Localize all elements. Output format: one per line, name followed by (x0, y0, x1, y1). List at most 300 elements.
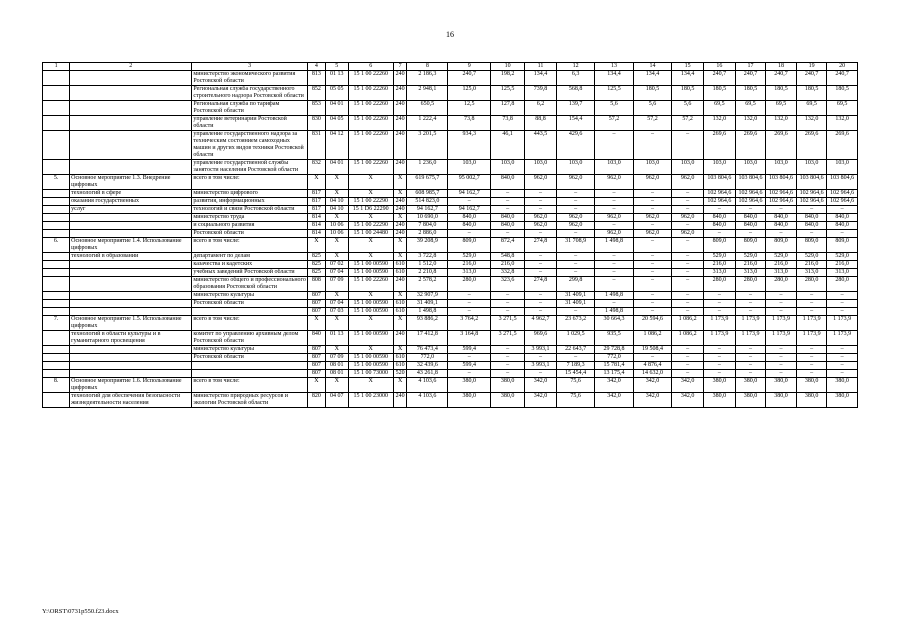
amount-cell: 94 162,7 (448, 190, 491, 198)
amount-cell: 962,0 (672, 230, 704, 238)
amount-cell: 1 222,4 (407, 116, 448, 131)
amount-cell: – (556, 230, 594, 238)
amount-cell: – (827, 230, 858, 238)
amount-cell: 31 409,1 (556, 300, 594, 308)
amount-cell: – (735, 308, 766, 316)
amount-cell: 840,0 (491, 222, 525, 230)
grbs-code: 813 (307, 71, 325, 86)
amount-cell: – (672, 362, 704, 370)
csr-code: 15 1 00 22260 (348, 86, 393, 101)
amount-cell: 380,0 (827, 378, 858, 393)
amount-cell: 380,0 (448, 378, 491, 393)
vr-code: 240 (393, 222, 407, 230)
amount-cell: 1 086,2 (672, 316, 704, 331)
amount-cell: 102 964,6 (827, 190, 858, 198)
amount-cell: 619 675,7 (407, 175, 448, 190)
executor-name: Ростовской области (192, 230, 307, 238)
amount-cell: 94 162,7 (407, 206, 448, 214)
amount-cell: 6,2 (525, 101, 557, 116)
csr-code: Х (348, 175, 393, 190)
header-row (43, 63, 858, 71)
amount-cell: – (703, 362, 735, 370)
amount-cell: – (491, 370, 525, 378)
row-number: 5. (43, 175, 70, 190)
amount-cell: 299,8 (556, 277, 594, 292)
amount-cell: 380,0 (735, 393, 766, 408)
amount-cell: 240,7 (796, 71, 827, 86)
amount-cell: – (448, 308, 491, 316)
rzpr-code: Х (325, 292, 348, 300)
budget-table (42, 62, 858, 408)
amount-cell: 15 781,4 (595, 362, 633, 370)
amount-cell: 132,0 (827, 116, 858, 131)
amount-cell: 962,0 (556, 222, 594, 230)
amount-cell: – (735, 362, 766, 370)
csr-code: 15 1 00 22260 (348, 116, 393, 131)
amount-cell: 342,0 (672, 378, 704, 393)
csr-code: 15 1 00 00590 (348, 354, 393, 362)
amount-cell: 103 804,6 (703, 175, 735, 190)
vr-code: 240 (393, 160, 407, 175)
activity-name: Основное мероприятие 1.5. Использование цифровых (70, 316, 192, 331)
rzpr-code: 04 10 (325, 198, 348, 206)
executor-name: управление ветеринарии Ростовской области (192, 116, 307, 131)
amount-cell: 514 823,0 (407, 198, 448, 206)
amount-cell: 3 764,2 (448, 316, 491, 331)
grbs-code: Х (307, 378, 325, 393)
table-row (43, 198, 858, 206)
executor-name: министерство культуры (192, 292, 307, 300)
csr-code: Х (348, 190, 393, 198)
amount-cell: 962,0 (672, 175, 704, 190)
amount-cell: – (703, 308, 735, 316)
amount-cell: – (448, 370, 491, 378)
column-header: 15 (672, 63, 704, 71)
row-number (43, 393, 70, 408)
amount-cell: – (766, 346, 797, 354)
amount-cell: 102 964,6 (766, 190, 797, 198)
table-row (43, 316, 858, 331)
amount-cell: – (735, 370, 766, 378)
grbs-code: Х (307, 238, 325, 253)
amount-cell: – (633, 261, 671, 269)
footer-path: Y:\ORST\0731p550.f23.docx (42, 608, 119, 615)
activity-name: Основное мероприятие 1.4. Использование цифровых (70, 238, 192, 253)
amount-cell: 6,3 (556, 71, 594, 86)
rzpr-code: Х (325, 346, 348, 354)
amount-cell: – (735, 300, 766, 308)
grbs-code: 840 (307, 331, 325, 346)
amount-cell: – (766, 370, 797, 378)
amount-cell: 4 103,6 (407, 378, 448, 393)
vr-code: Х (393, 292, 407, 300)
activity-name: Основное мероприятие 1.3. Внедрение цифровых (70, 175, 192, 190)
amount-cell: 103,0 (595, 160, 633, 175)
amount-cell: – (827, 370, 858, 378)
amount-cell: 840,0 (448, 214, 491, 222)
rzpr-code: 04 01 (325, 101, 348, 116)
activity-name: Основное мероприятие 1.6. Использование цифровых (70, 378, 192, 393)
amount-cell: – (672, 261, 704, 269)
amount-cell: 1 173,9 (796, 316, 827, 331)
rzpr-code: 07 04 (325, 300, 348, 308)
row-number: 7. (43, 316, 70, 331)
csr-code: 15 1 00 00590 (348, 331, 393, 346)
table-row (43, 116, 858, 131)
amount-cell: 1 498,8 (595, 308, 633, 316)
amount-cell: 840,0 (703, 222, 735, 230)
table-row (43, 206, 858, 214)
amount-cell: – (525, 253, 557, 261)
amount-cell: 103,0 (672, 160, 704, 175)
table-row (43, 393, 858, 408)
vr-code: 520 (393, 370, 407, 378)
amount-cell: 380,0 (703, 393, 735, 408)
activity-name: услуг (70, 206, 192, 214)
amount-cell: 2 948,1 (407, 86, 448, 101)
table-row (43, 370, 858, 378)
amount-cell: – (672, 190, 704, 198)
amount-cell: 216,0 (735, 261, 766, 269)
vr-code: 240 (393, 277, 407, 292)
amount-cell: 1 173,9 (827, 331, 858, 346)
executor-name: всего в том числе: (192, 238, 307, 253)
amount-cell: 57,2 (633, 116, 671, 131)
amount-cell: 840,0 (448, 222, 491, 230)
amount-cell: 12,5 (448, 101, 491, 116)
row-number (43, 131, 70, 160)
grbs-code: 817 (307, 198, 325, 206)
amount-cell: – (672, 206, 704, 214)
amount-cell: 216,0 (766, 261, 797, 269)
amount-cell: – (672, 238, 704, 253)
amount-cell: 548,8 (491, 253, 525, 261)
rzpr-code: 04 07 (325, 393, 348, 408)
amount-cell: – (556, 253, 594, 261)
amount-cell: – (827, 346, 858, 354)
amount-cell: – (672, 346, 704, 354)
amount-cell: – (633, 292, 671, 300)
activity-name (70, 292, 192, 300)
column-header: 2 (70, 63, 192, 71)
table-row (43, 101, 858, 116)
amount-cell: 132,0 (703, 116, 735, 131)
row-number (43, 86, 70, 101)
amount-cell: – (448, 354, 491, 362)
row-number (43, 253, 70, 261)
activity-name (70, 300, 192, 308)
column-header: 16 (703, 63, 735, 71)
amount-cell: 46,1 (491, 131, 525, 160)
amount-cell: 4 876,4 (633, 362, 671, 370)
vr-code: Х (393, 238, 407, 253)
csr-code: Х (348, 238, 393, 253)
executor-name (192, 362, 307, 370)
vr-code: 240 (393, 71, 407, 86)
amount-cell: – (766, 206, 797, 214)
amount-cell: 240,7 (448, 71, 491, 86)
csr-code: 15 1 00 22260 (348, 101, 393, 116)
activity-name (70, 86, 192, 101)
amount-cell: 840,0 (491, 175, 525, 190)
amount-cell: 102 964,6 (766, 198, 797, 206)
table-row (43, 261, 858, 269)
amount-cell: 1 173,9 (735, 316, 766, 331)
amount-cell: 180,5 (703, 86, 735, 101)
amount-cell: 1 173,9 (796, 331, 827, 346)
amount-cell: – (448, 230, 491, 238)
vr-code: 610 (393, 300, 407, 308)
amount-cell: 134,4 (525, 71, 557, 86)
column-header: 10 (491, 63, 525, 71)
amount-cell: 1 086,2 (633, 331, 671, 346)
amount-cell: – (633, 269, 671, 277)
amount-cell: 5,6 (672, 101, 704, 116)
amount-cell: – (525, 198, 557, 206)
amount-cell: 269,6 (703, 131, 735, 160)
amount-cell: 30 664,3 (595, 316, 633, 331)
amount-cell: – (766, 308, 797, 316)
amount-cell: – (703, 230, 735, 238)
amount-cell: 103,0 (735, 160, 766, 175)
amount-cell: 529,0 (827, 253, 858, 261)
row-number (43, 300, 70, 308)
rzpr-code: 08 01 (325, 370, 348, 378)
amount-cell: 313,0 (703, 269, 735, 277)
grbs-code: 817 (307, 190, 325, 198)
amount-cell: – (525, 230, 557, 238)
executor-name: Региональная служба по тарифам Ростовской области (192, 101, 307, 116)
table-row (43, 131, 858, 160)
executor-name: комитет по управлению архивным делом Ростовской области (192, 331, 307, 346)
row-number (43, 346, 70, 354)
amount-cell: 313,0 (766, 269, 797, 277)
amount-cell: 840,0 (703, 214, 735, 222)
vr-code: 610 (393, 308, 407, 316)
amount-cell: 102 964,6 (827, 198, 858, 206)
amount-cell: – (703, 346, 735, 354)
amount-cell: 809,0 (703, 238, 735, 253)
amount-cell: 313,0 (448, 269, 491, 277)
column-header: 6 (348, 63, 393, 71)
amount-cell: 608 985,7 (407, 190, 448, 198)
amount-cell: – (595, 131, 633, 160)
amount-cell: – (491, 206, 525, 214)
amount-cell: 75,6 (556, 378, 594, 393)
activity-name (70, 116, 192, 131)
amount-cell: – (556, 354, 594, 362)
table-row (43, 214, 858, 222)
amount-cell: 93 886,2 (407, 316, 448, 331)
amount-cell: 240,7 (703, 71, 735, 86)
amount-cell: – (827, 292, 858, 300)
amount-cell: – (672, 354, 704, 362)
amount-cell: 772,0 (407, 354, 448, 362)
rzpr-code: Х (325, 316, 348, 331)
executor-name: министерство труда (192, 214, 307, 222)
table-row (43, 175, 858, 190)
amount-cell: 1 498,8 (595, 292, 633, 300)
amount-cell: 934,3 (448, 131, 491, 160)
amount-cell: 216,0 (827, 261, 858, 269)
vr-code: 240 (393, 206, 407, 214)
amount-cell: – (595, 222, 633, 230)
executor-name: управление государственной службы занятости населения Ростовской области (192, 160, 307, 175)
amount-cell: – (672, 222, 704, 230)
amount-cell: 280,0 (735, 277, 766, 292)
amount-cell: 969,6 (525, 331, 557, 346)
amount-cell: 17 412,8 (407, 331, 448, 346)
rzpr-code: Х (325, 238, 348, 253)
column-header: 4 (307, 63, 325, 71)
activity-name: технологий в образовании (70, 253, 192, 261)
column-header: 11 (525, 63, 557, 71)
amount-cell: – (633, 277, 671, 292)
amount-cell: 180,5 (633, 86, 671, 101)
grbs-code: Х (307, 316, 325, 331)
table-row (43, 292, 858, 300)
activity-name: технологий в области культуры и в гуманитарного просвещения (70, 331, 192, 346)
amount-cell: 840,0 (735, 222, 766, 230)
amount-cell: 1 498,8 (407, 308, 448, 316)
column-header: 3 (192, 63, 307, 71)
row-number (43, 269, 70, 277)
csr-code: Х (348, 316, 393, 331)
activity-name (70, 131, 192, 160)
vr-code: Х (393, 378, 407, 393)
amount-cell: 380,0 (448, 393, 491, 408)
amount-cell: – (735, 346, 766, 354)
executor-name: учебных заведений Ростовской области (192, 269, 307, 277)
amount-cell: 962,0 (525, 222, 557, 230)
amount-cell: 20 594,6 (633, 316, 671, 331)
table-row (43, 300, 858, 308)
row-number (43, 214, 70, 222)
amount-cell: 313,0 (796, 269, 827, 277)
row-number (43, 230, 70, 238)
amount-cell: 132,0 (766, 116, 797, 131)
amount-cell: 103,0 (703, 160, 735, 175)
amount-cell: 102 964,6 (796, 198, 827, 206)
rzpr-code: Х (325, 190, 348, 198)
activity-name (70, 261, 192, 269)
csr-code: Х (348, 378, 393, 393)
table-row (43, 238, 858, 253)
amount-cell: – (556, 261, 594, 269)
amount-cell: – (595, 190, 633, 198)
amount-cell: 274,8 (525, 238, 557, 253)
column-header: 20 (827, 63, 858, 71)
amount-cell: – (827, 206, 858, 214)
amount-cell: 3 271,5 (491, 316, 525, 331)
amount-cell: – (735, 354, 766, 362)
csr-code: 15 1 00 22260 (348, 71, 393, 86)
amount-cell: 342,0 (633, 393, 671, 408)
amount-cell: 13 175,4 (595, 370, 633, 378)
column-header: 14 (633, 63, 671, 71)
vr-code: 240 (393, 131, 407, 160)
table-row (43, 331, 858, 346)
amount-cell: 102 964,6 (735, 198, 766, 206)
amount-cell: 342,0 (525, 393, 557, 408)
grbs-code: 852 (307, 86, 325, 101)
amount-cell: 529,0 (766, 253, 797, 261)
grbs-code: 817 (307, 206, 325, 214)
amount-cell: – (766, 354, 797, 362)
amount-cell: – (633, 253, 671, 261)
amount-cell: 240,7 (735, 71, 766, 86)
csr-code: 15 1 00 22290 (348, 222, 393, 230)
amount-cell: 380,0 (766, 378, 797, 393)
csr-code: Х (348, 214, 393, 222)
amount-cell: 39 208,9 (407, 238, 448, 253)
rzpr-code: 07 02 (325, 261, 348, 269)
amount-cell: – (827, 354, 858, 362)
executor-name: управление государственного надзора за техническим состоянием самоходных машин и других видов техники Ростовской области (192, 131, 307, 160)
activity-name: технологий для обеспечения безопасности жизнедеятельности населения (70, 393, 192, 408)
amount-cell: – (556, 269, 594, 277)
row-number (43, 331, 70, 346)
amount-cell: 73,8 (448, 116, 491, 131)
amount-cell: – (766, 362, 797, 370)
table-row (43, 346, 858, 354)
csr-code: 15 1 00 73000 (348, 370, 393, 378)
amount-cell: – (633, 354, 671, 362)
activity-name (70, 101, 192, 116)
amount-cell: 7 189,3 (556, 362, 594, 370)
amount-cell: 962,0 (633, 230, 671, 238)
table-row (43, 362, 858, 370)
amount-cell: 809,0 (827, 238, 858, 253)
amount-cell: 102 964,6 (703, 190, 735, 198)
amount-cell: – (672, 198, 704, 206)
amount-cell: 599,4 (448, 346, 491, 354)
amount-cell: 3 271,5 (491, 331, 525, 346)
amount-cell: 125,5 (595, 86, 633, 101)
rzpr-code: Х (325, 378, 348, 393)
vr-code: Х (393, 190, 407, 198)
amount-cell: – (556, 198, 594, 206)
amount-cell: – (827, 308, 858, 316)
amount-cell: 216,0 (796, 261, 827, 269)
row-number (43, 370, 70, 378)
executor-name: развития, информационных (192, 198, 307, 206)
table-row (43, 378, 858, 393)
amount-cell: – (672, 277, 704, 292)
row-number: 8. (43, 378, 70, 393)
vr-code: 240 (393, 101, 407, 116)
amount-cell: – (491, 362, 525, 370)
amount-cell: 429,6 (556, 131, 594, 160)
table-row (43, 269, 858, 277)
grbs-code: 807 (307, 308, 325, 316)
row-number (43, 222, 70, 230)
amount-cell: 962,0 (633, 214, 671, 222)
amount-cell: 313,0 (735, 269, 766, 277)
amount-cell: 962,0 (672, 214, 704, 222)
amount-cell: 840,0 (735, 214, 766, 222)
amount-cell: – (633, 238, 671, 253)
grbs-code: 807 (307, 354, 325, 362)
rzpr-code: 04 12 (325, 131, 348, 160)
amount-cell: 154,4 (556, 116, 594, 131)
amount-cell: 103,0 (796, 160, 827, 175)
amount-cell: 2 186,3 (407, 71, 448, 86)
amount-cell: 3 164,8 (448, 331, 491, 346)
amount-cell: 240,7 (827, 71, 858, 86)
amount-cell: 31 409,1 (556, 292, 594, 300)
amount-cell: 75,6 (556, 393, 594, 408)
